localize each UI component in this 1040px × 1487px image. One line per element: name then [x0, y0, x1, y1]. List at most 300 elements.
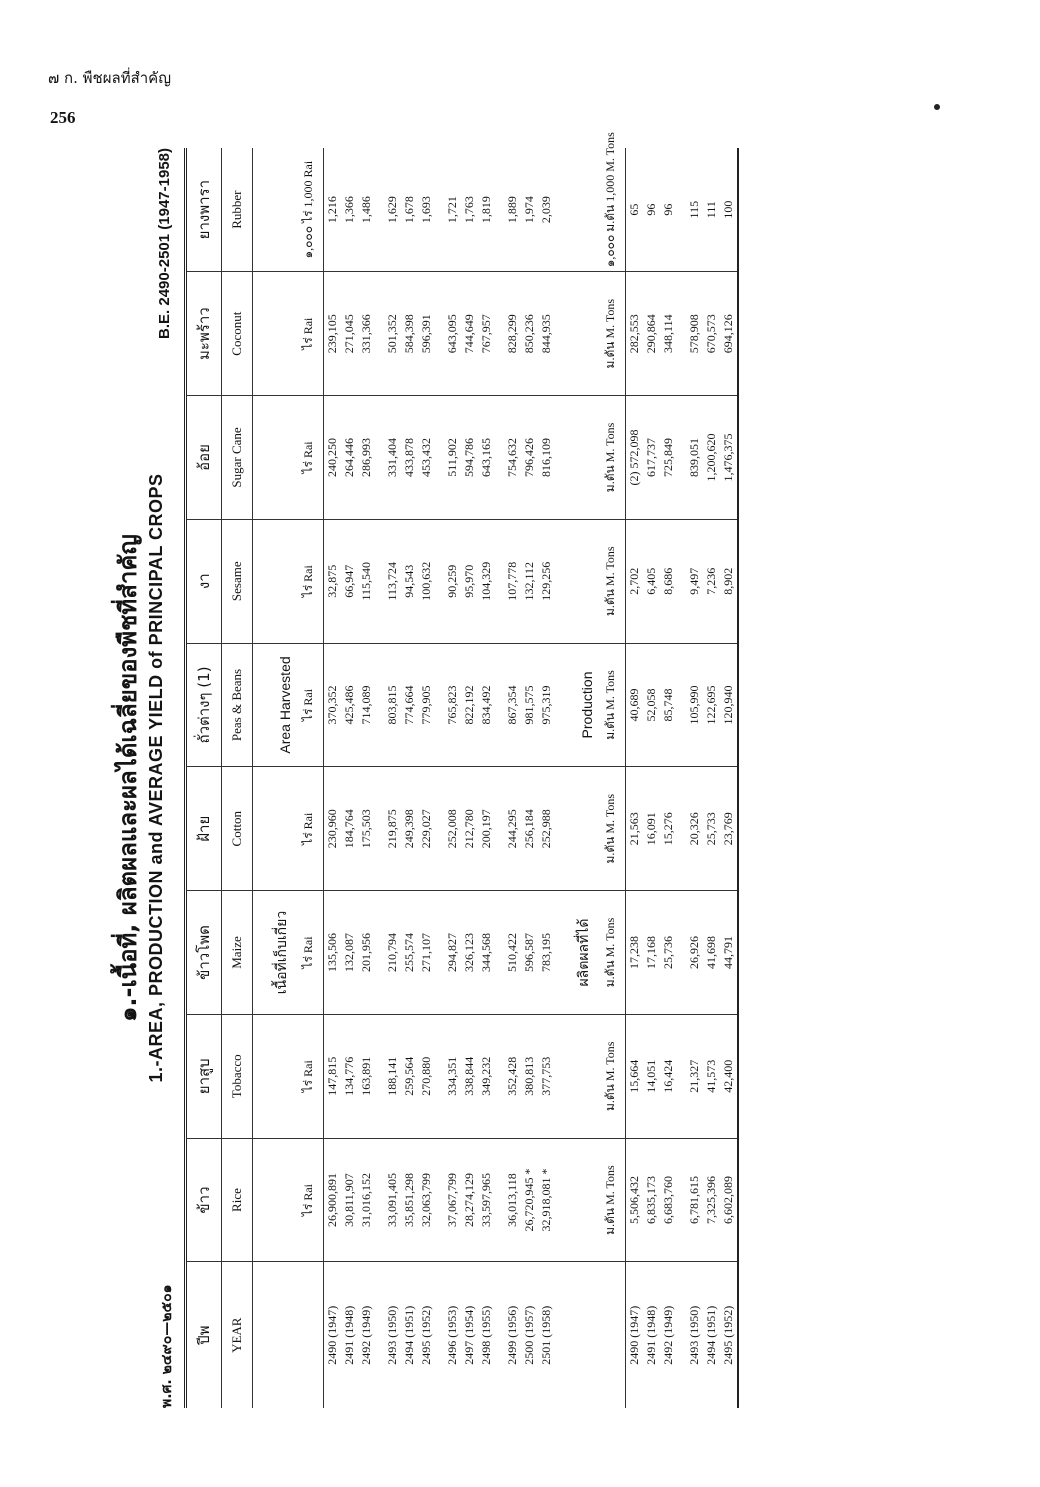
value-cell: 584,398: [401, 272, 418, 396]
value-cell: 120,940: [720, 643, 738, 767]
value-cell: 1,366: [341, 148, 358, 272]
blank-cell: [253, 519, 294, 643]
production-section-row: [555, 148, 595, 1408]
value-cell: 1,974: [521, 148, 538, 272]
value-cell: 249,398: [401, 767, 418, 891]
value-cell: 200,197: [478, 767, 495, 891]
value-cell: 1,763: [461, 148, 478, 272]
value-cell: 147,815: [324, 1014, 342, 1138]
blank-cell: [375, 1138, 384, 1262]
year-cell: 2498 (1955): [479, 1305, 493, 1365]
column-header-english: YEAR: [222, 1262, 253, 1408]
value-cell: 2,039: [538, 148, 555, 272]
blank-cell: [375, 1014, 384, 1138]
value-cell: 290,864: [643, 272, 660, 396]
value-cell: 352,428: [504, 1014, 521, 1138]
blank-cell: [495, 1014, 504, 1138]
unit-label: ม.ตัน M. Tons: [595, 1138, 626, 1262]
value-cell: 744,649: [461, 272, 478, 396]
year-cell: 2491 (1948): [342, 1305, 356, 1365]
unit-label: ม.ตัน M. Tons: [595, 891, 626, 1015]
value-cell: 796,426: [521, 396, 538, 520]
value-cell: 271,045: [341, 272, 358, 396]
unit-label: ไร่ Rai: [293, 396, 324, 520]
year-cell: 2493 (1950): [385, 1305, 399, 1365]
value-cell: 714,089: [358, 643, 375, 767]
value-cell: 510,422: [504, 891, 521, 1015]
unit-label: ๑,๐๐๐ ไร่ 1,000 Rai: [293, 148, 324, 272]
unit-label: ม.ตัน M. Tons: [595, 396, 626, 520]
value-cell: 694,126: [720, 272, 738, 396]
value-cell: 36,013,118: [504, 1138, 521, 1262]
blank-cell: [555, 519, 595, 643]
table-body: [253, 132, 739, 1408]
value-cell: 380,813: [521, 1014, 538, 1138]
column-header-thai: อ้อย: [186, 396, 222, 520]
blank-cell: [595, 1262, 626, 1408]
value-cell: 338,844: [461, 1014, 478, 1138]
blank-cell: [435, 272, 444, 396]
value-cell: 16,424: [660, 1014, 677, 1138]
year-cell: 2492 (1949): [661, 1305, 675, 1365]
blank-cell: [253, 1014, 294, 1138]
value-cell: 6,683,760: [660, 1138, 677, 1262]
value-cell: 259,564: [401, 1014, 418, 1138]
table-title-english: 1.-AREA, PRODUCTION and AVERAGE YIELD of PRINCIPAL CROPS: [146, 473, 166, 1083]
value-cell: 175,503: [358, 767, 375, 891]
value-cell: 113,724: [384, 519, 401, 643]
header-row-english: [222, 148, 253, 1408]
value-cell: 95,970: [461, 519, 478, 643]
column-header-thai: งา: [186, 519, 222, 643]
page-number: 256: [50, 108, 76, 127]
value-cell: 26,900,891: [324, 1138, 342, 1262]
value-cell: 240,250: [324, 396, 342, 520]
table-row: [538, 148, 555, 1408]
value-cell: 643,095: [444, 272, 461, 396]
value-cell: 96: [660, 148, 677, 272]
value-cell: 129,256: [538, 519, 555, 643]
unit-label: ม.ตัน M. Tons: [595, 643, 626, 767]
table-row: [324, 148, 342, 1408]
blank-cell: [677, 767, 686, 891]
blank-cell: [555, 396, 595, 520]
value-cell: 252,008: [444, 767, 461, 891]
production-label-thai: ผลิตผลที่ได้: [555, 891, 595, 1015]
value-cell: 111: [703, 148, 720, 272]
blank-cell: [253, 396, 294, 520]
blank-cell: [495, 396, 504, 520]
blank-cell: [677, 396, 686, 520]
value-cell: 286,993: [358, 396, 375, 520]
value-cell: 16,091: [643, 767, 660, 891]
period-be: B.E. 2490-2501 (1947-1958): [156, 148, 173, 339]
value-cell: 9,497: [686, 519, 703, 643]
value-cell: 32,063,799: [418, 1138, 435, 1262]
table-title-thai: ๑.-เนื้อที่, ผลิตผลและผลได้เฉลี่ยของพืชที่สำคัญ: [114, 534, 142, 1022]
blank-cell: [677, 1262, 686, 1408]
value-cell: 271,107: [418, 891, 435, 1015]
value-cell: 7,325,396: [703, 1138, 720, 1262]
blank-cell: [495, 148, 504, 272]
value-cell: 132,087: [341, 891, 358, 1015]
table-row: [686, 148, 703, 1408]
value-cell: 115: [686, 148, 703, 272]
value-cell: 1,678: [401, 148, 418, 272]
blank-cell: [677, 643, 686, 767]
crop-table: [184, 132, 739, 1408]
value-cell: 326,123: [461, 891, 478, 1015]
unit-label: ม.ตัน M. Tons: [595, 272, 626, 396]
unit-label: ไร่ Rai: [293, 272, 324, 396]
value-cell: 6,602,089: [720, 1138, 738, 1262]
value-cell: 212,780: [461, 767, 478, 891]
value-cell: 96: [643, 148, 660, 272]
value-cell: 230,960: [324, 767, 342, 891]
blank-cell: [677, 148, 686, 272]
blank-cell: [677, 519, 686, 643]
blank-cell: [293, 1262, 324, 1408]
blank-cell: [435, 148, 444, 272]
column-header-thai: ข้าวโพด: [186, 891, 222, 1015]
unit-label: ไร่ Rai: [293, 1014, 324, 1138]
value-cell: 344,568: [478, 891, 495, 1015]
value-cell: 501,352: [384, 272, 401, 396]
table-row: [418, 148, 435, 1408]
group-spacer: [375, 148, 384, 1408]
value-cell: 132,112: [521, 519, 538, 643]
value-cell: 25,733: [703, 767, 720, 891]
value-cell: 783,195: [538, 891, 555, 1015]
value-cell: 28,274,129: [461, 1138, 478, 1262]
blank-cell: [677, 891, 686, 1015]
value-cell: 643,165: [478, 396, 495, 520]
year-cell: 2496 (1953): [445, 1305, 459, 1365]
column-header-thai: ถั่วต่างๆ (1): [186, 643, 222, 767]
value-cell: 40,689: [626, 643, 644, 767]
value-cell: 100: [720, 148, 738, 272]
value-cell: 184,764: [341, 767, 358, 891]
value-cell: 41,698: [703, 891, 720, 1015]
value-cell: 219,875: [384, 767, 401, 891]
production-label-english: Production: [555, 643, 595, 767]
value-cell: 617,737: [643, 396, 660, 520]
blank-cell: [253, 767, 294, 891]
value-cell: 1,216: [324, 148, 342, 272]
year-cell: 2491 (1948): [644, 1305, 658, 1365]
column-header-thai: ข้าว: [186, 1138, 222, 1262]
year-cell: 2501 (1958): [539, 1305, 553, 1365]
value-cell: 105,990: [686, 643, 703, 767]
value-cell: 44,791: [720, 891, 738, 1015]
value-cell: 255,574: [401, 891, 418, 1015]
value-cell: 100,632: [418, 519, 435, 643]
blank-cell: [435, 519, 444, 643]
group-spacer: [435, 148, 444, 1408]
value-cell: 511,902: [444, 396, 461, 520]
value-cell: 1,889: [504, 148, 521, 272]
value-cell: 8,902: [720, 519, 738, 643]
value-cell: 252,988: [538, 767, 555, 891]
header-row-thai: [186, 148, 222, 1408]
unit-label: ม.ตัน M. Tons: [595, 519, 626, 643]
value-cell: 66,947: [341, 519, 358, 643]
value-cell: 52,058: [643, 643, 660, 767]
value-cell: 270,880: [418, 1014, 435, 1138]
value-cell: 42,400: [720, 1014, 738, 1138]
unit-label: ไร่ Rai: [293, 767, 324, 891]
value-cell: 32,918,081 *: [538, 1138, 555, 1262]
blank-cell: [495, 643, 504, 767]
value-cell: 15,664: [626, 1014, 644, 1138]
unit-label: ไร่ Rai: [293, 1138, 324, 1262]
blank-cell: [435, 767, 444, 891]
value-cell: 7,236: [703, 519, 720, 643]
blank-cell: [555, 272, 595, 396]
value-cell: 256,184: [521, 767, 538, 891]
value-cell: 65: [626, 148, 644, 272]
value-cell: 135,506: [324, 891, 342, 1015]
year-cell: 2490 (1947): [627, 1305, 641, 1365]
blank-cell: [253, 148, 294, 272]
year-cell: 2497 (1954): [462, 1305, 476, 1365]
value-cell: 6,781,615: [686, 1138, 703, 1262]
column-header-english: Maize: [222, 891, 253, 1015]
table-row: [626, 148, 644, 1408]
value-cell: 122,695: [703, 643, 720, 767]
value-cell: 41,573: [703, 1014, 720, 1138]
unit-label: ไร่ Rai: [293, 891, 324, 1015]
value-cell: 115,540: [358, 519, 375, 643]
unit-label: ม.ตัน M. Tons: [595, 767, 626, 891]
value-cell: 26,926: [686, 891, 703, 1015]
value-cell: 210,794: [384, 891, 401, 1015]
value-cell: 774,664: [401, 643, 418, 767]
year-cell: 2499 (1956): [505, 1305, 519, 1365]
year-cell: 2494 (1951): [402, 1305, 416, 1365]
table-row: [720, 148, 738, 1408]
value-cell: 1,819: [478, 148, 495, 272]
value-cell: 8,686: [660, 519, 677, 643]
value-cell: 282,553: [626, 272, 644, 396]
blank-cell: [555, 767, 595, 891]
blank-cell: [495, 767, 504, 891]
value-cell: 1,693: [418, 148, 435, 272]
value-cell: 90,259: [444, 519, 461, 643]
unit-label: ไร่ Rai: [293, 643, 324, 767]
value-cell: 1,721: [444, 148, 461, 272]
column-header-english: Rubber: [222, 148, 253, 272]
year-cell: 2500 (1957): [522, 1305, 536, 1365]
blank-cell: [435, 1262, 444, 1408]
value-cell: 33,597,965: [478, 1138, 495, 1262]
column-header-english: Sugar Cane: [222, 396, 253, 520]
column-header-thai: ฝ้าย: [186, 767, 222, 891]
value-cell: 294,827: [444, 891, 461, 1015]
blank-cell: [495, 1138, 504, 1262]
value-cell: 425,486: [341, 643, 358, 767]
blank-cell: [555, 148, 595, 272]
dot-mark: [934, 104, 940, 110]
value-cell: 816,109: [538, 396, 555, 520]
value-cell: 107,778: [504, 519, 521, 643]
blank-cell: [495, 272, 504, 396]
column-header-english: Cotton: [222, 767, 253, 891]
blank-cell: [253, 1138, 294, 1262]
group-spacer: [495, 148, 504, 1408]
value-cell: (2) 572,098: [626, 396, 644, 520]
value-cell: 25,736: [660, 891, 677, 1015]
value-cell: 981,575: [521, 643, 538, 767]
value-cell: 85,748: [660, 643, 677, 767]
value-cell: 17,168: [643, 891, 660, 1015]
year-cell: 2490 (1947): [325, 1305, 339, 1365]
blank-cell: [375, 1262, 384, 1408]
area-harvested-label-english: Area Harvested: [253, 643, 294, 767]
blank-cell: [375, 272, 384, 396]
value-cell: 578,908: [686, 272, 703, 396]
value-cell: 229,027: [418, 767, 435, 891]
column-header-english: Sesame: [222, 519, 253, 643]
value-cell: 33,091,405: [384, 1138, 401, 1262]
value-cell: 30,811,907: [341, 1138, 358, 1262]
value-cell: 767,957: [478, 272, 495, 396]
value-cell: 35,851,298: [401, 1138, 418, 1262]
blank-cell: [555, 1014, 595, 1138]
value-cell: 6,405: [643, 519, 660, 643]
value-cell: 844,935: [538, 272, 555, 396]
value-cell: 331,404: [384, 396, 401, 520]
value-cell: 244,295: [504, 767, 521, 891]
table-row: [660, 148, 677, 1408]
value-cell: 31,016,152: [358, 1138, 375, 1262]
blank-cell: [435, 396, 444, 520]
value-cell: 850,236: [521, 272, 538, 396]
column-header-english: Tobacco: [222, 1014, 253, 1138]
value-cell: 834,492: [478, 643, 495, 767]
value-cell: 104,329: [478, 519, 495, 643]
value-cell: 14,051: [643, 1014, 660, 1138]
blank-cell: [375, 148, 384, 272]
blank-cell: [495, 891, 504, 1015]
blank-cell: [253, 1262, 294, 1408]
year-cell: 2495 (1952): [419, 1305, 433, 1365]
value-cell: 1,200,620: [703, 396, 720, 520]
column-header-thai: ปีพ: [186, 1262, 222, 1408]
column-header-thai: มะพร้าว: [186, 272, 222, 396]
value-cell: 867,354: [504, 643, 521, 767]
table-row: [521, 148, 538, 1408]
blank-cell: [375, 891, 384, 1015]
year-cell: 2492 (1949): [359, 1305, 373, 1365]
value-cell: 21,327: [686, 1014, 703, 1138]
blank-cell: [435, 643, 444, 767]
value-cell: 433,878: [401, 396, 418, 520]
year-cell: 2494 (1951): [704, 1305, 718, 1365]
blank-cell: [253, 272, 294, 396]
value-cell: 1,629: [384, 148, 401, 272]
unit-label: ไร่ Rai: [293, 519, 324, 643]
value-cell: 5,506,432: [626, 1138, 644, 1262]
value-cell: 1,476,375: [720, 396, 738, 520]
year-cell: 2493 (1950): [687, 1305, 701, 1365]
blank-cell: [435, 1138, 444, 1262]
blank-cell: [677, 1014, 686, 1138]
value-cell: 779,905: [418, 643, 435, 767]
value-cell: 134,776: [341, 1014, 358, 1138]
blank-cell: [375, 767, 384, 891]
value-cell: 94,543: [401, 519, 418, 643]
value-cell: 20,326: [686, 767, 703, 891]
blank-cell: [555, 1262, 595, 1408]
blank-cell: [375, 643, 384, 767]
value-cell: 21,563: [626, 767, 644, 891]
value-cell: 239,105: [324, 272, 342, 396]
table-row: [384, 148, 401, 1408]
blank-cell: [677, 1138, 686, 1262]
value-cell: 596,391: [418, 272, 435, 396]
column-header-thai: ยางพารา: [186, 148, 222, 272]
value-cell: 765,823: [444, 643, 461, 767]
value-cell: 188,141: [384, 1014, 401, 1138]
production-unit-row: [595, 148, 626, 1408]
value-cell: 331,366: [358, 272, 375, 396]
value-cell: 32,875: [324, 519, 342, 643]
area-harvested-unit-row: [293, 148, 324, 1408]
table-row: [444, 148, 461, 1408]
value-cell: 596,587: [521, 891, 538, 1015]
value-cell: 754,632: [504, 396, 521, 520]
value-cell: 803,815: [384, 643, 401, 767]
blank-cell: [495, 519, 504, 643]
value-cell: 370,352: [324, 643, 342, 767]
blank-cell: [495, 1262, 504, 1408]
blank-cell: [435, 1014, 444, 1138]
area-harvested-section-row: [253, 148, 294, 1408]
unit-label: ม.ตัน M. Tons: [595, 1014, 626, 1138]
section-header: ๗ ก. พืชผลที่สำคัญ: [48, 69, 171, 87]
value-cell: 37,067,799: [444, 1138, 461, 1262]
value-cell: 453,432: [418, 396, 435, 520]
column-header-english: Rice: [222, 1138, 253, 1262]
table-row: [401, 148, 418, 1408]
value-cell: 6,835,173: [643, 1138, 660, 1262]
table-row: [504, 148, 521, 1408]
value-cell: 17,238: [626, 891, 644, 1015]
table-row: [461, 148, 478, 1408]
value-cell: 822,192: [461, 643, 478, 767]
blank-cell: [677, 272, 686, 396]
value-cell: 201,956: [358, 891, 375, 1015]
value-cell: 828,299: [504, 272, 521, 396]
value-cell: 975,319: [538, 643, 555, 767]
table-row: [703, 148, 720, 1408]
value-cell: 348,114: [660, 272, 677, 396]
value-cell: 264,446: [341, 396, 358, 520]
value-cell: 163,891: [358, 1014, 375, 1138]
blank-cell: [555, 1138, 595, 1262]
blank-cell: [375, 519, 384, 643]
unit-label: ๑,๐๐๐ ม.ตัน 1,000 M. Tons: [595, 148, 626, 272]
value-cell: 1,486: [358, 148, 375, 272]
table-row: [643, 148, 660, 1408]
value-cell: 670,573: [703, 272, 720, 396]
value-cell: 26,720,945 *: [521, 1138, 538, 1262]
blank-cell: [435, 891, 444, 1015]
table-row: [358, 148, 375, 1408]
value-cell: 839,051: [686, 396, 703, 520]
rotated-table-panel: [100, 132, 960, 1408]
